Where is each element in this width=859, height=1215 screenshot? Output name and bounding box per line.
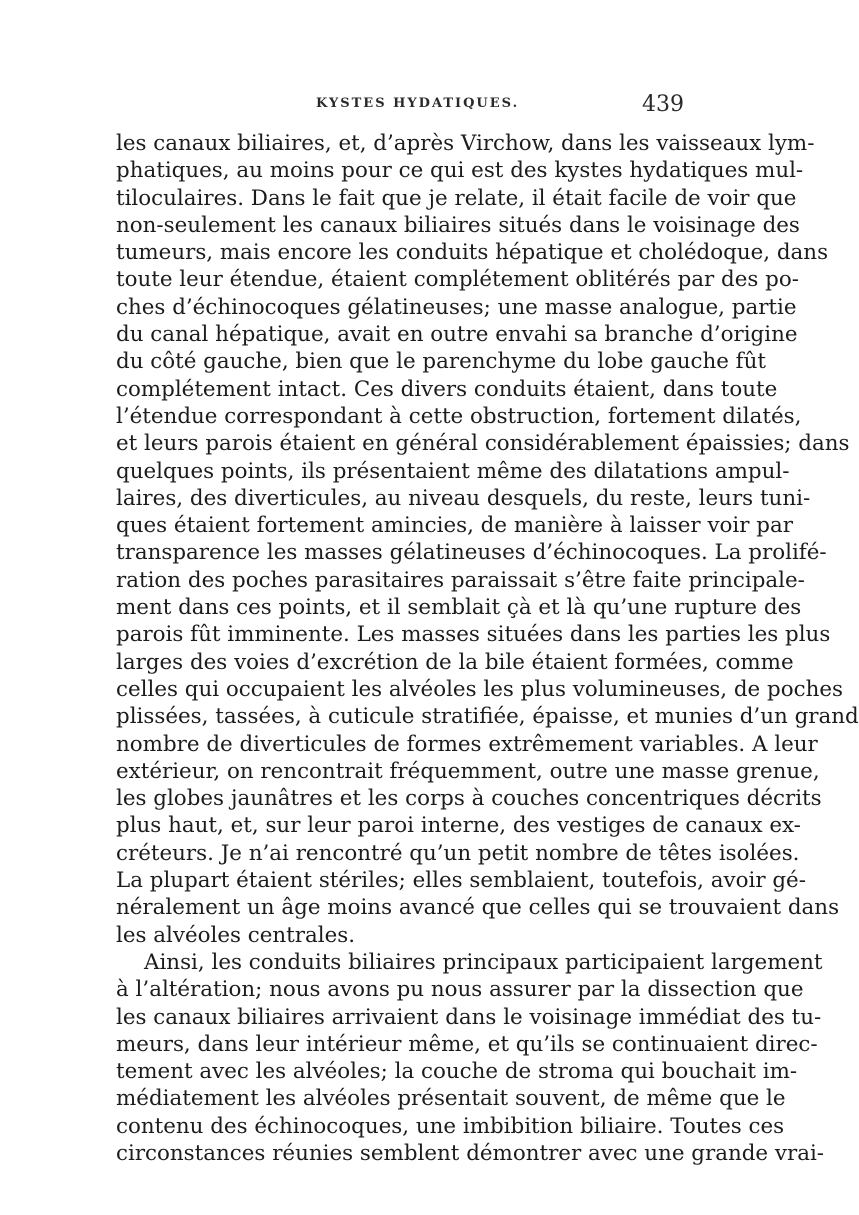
paragraph-first-line: Ainsi, les conduits biliaires principaux participaient largement (144, 949, 823, 975)
text-line: parois fût imminente. Les masses situées dans les parties les plus (116, 622, 831, 648)
text-line: du canal hépatique, avait en outre envahi sa branche d’origine (116, 322, 798, 348)
text-line: transparence les masses gélatineuses d’échinocoques. La prolifé- (116, 540, 827, 566)
text-line: tiloculaires. Dans le fait que je relate, il était facile de voir que (116, 185, 797, 211)
text-line: nombre de diverticules de formes extrêmement variables. A leur (116, 731, 818, 757)
text-line: du côté gauche, bien que le parenchyme du lobe gauche fût (116, 349, 766, 375)
text-line: laires, des diverticules, au niveau desquels, du reste, leurs tuni- (116, 485, 811, 511)
text-line: les globes jaunâtres et les corps à couches concentriques décrits (116, 786, 822, 812)
text-line: ration des poches parasitaires paraissait s’être faite principale- (116, 567, 805, 593)
text-line: les canaux biliaires arrivaient dans le voisinage immédiat des tu- (116, 1004, 822, 1030)
text-line: non-seulement les canaux biliaires situés dans le voisinage des (116, 212, 800, 238)
text-line: meurs, dans leur intérieur même, et qu’ils se continuaient direc- (116, 1031, 818, 1057)
text-line: contenu des échinocoques, une imbibition biliaire. Toutes ces (116, 1113, 785, 1139)
text-line: les canaux biliaires, et, d’après Virchow, dans les vaisseaux lym- (116, 131, 815, 156)
text-line: La plupart étaient stériles; elles semblaient, toutefois, avoir gé- (116, 868, 806, 894)
text-line: tement avec les alvéoles; la couche de stroma qui bouchait im- (116, 1059, 798, 1085)
page-header (116, 92, 684, 122)
paragraph-last-line: les alvéoles centrales. (116, 922, 356, 948)
text-line: plissées, tassées, à cuticule stratifiée, épaisse, et munies d’un grand (116, 704, 859, 730)
text-line: ches d’échinocoques gélatineuses; une masse analogue, partie (116, 294, 797, 320)
running-head: KYSTES HYDATIQUES. (316, 96, 520, 111)
text-line: phatiques, au moins pour ce qui est des kystes hydatiques mul- (116, 158, 804, 184)
text-line: larges des voies d’excrétion de la bile étaient formées, comme (116, 649, 794, 675)
text-line: celles qui occupaient les alvéoles les plus volumineuses, de poches (116, 676, 843, 702)
text-line: ment dans ces points, et il semblait çà et là qu’une rupture des (116, 595, 802, 621)
text-line: néralement un âge moins avancé que celles qui se trouvaient dans (116, 895, 840, 921)
text-line: circonstances réunies semblent démontrer avec une grande vrai- (116, 1140, 825, 1166)
text-line: médiatement les alvéoles présentait souvent, de même que le (116, 1086, 786, 1112)
body-text (116, 130, 859, 1167)
page-number: 439 (642, 92, 684, 117)
text-line: ques étaient fortement amincies, de manière à laisser voir par (116, 513, 793, 539)
text-line: plus haut, et, sur leur paroi interne, des vestiges de canaux ex- (116, 813, 801, 839)
text-line: tumeurs, mais encore les conduits hépatique et cholédoque, dans (116, 240, 829, 266)
text-line: extérieur, on rencontrait fréquemment, outre une masse grenue, (116, 758, 820, 784)
text-line: toute leur étendue, étaient complétement oblitérés par des po- (116, 267, 799, 293)
text-line: l’étendue correspondant à cette obstruction, fortement dilatés, (116, 403, 802, 429)
text-line: complétement intact. Ces divers conduits étaient, dans toute (116, 376, 778, 402)
text-line: quelques points, ils présentaient même des dilatations ampul- (116, 458, 790, 484)
text-line: créteurs. Je n’ai rencontré qu’un petit nombre de têtes isolées. (116, 840, 800, 866)
text-line: à l’altération; nous avons pu nous assurer par la dissection que (116, 977, 804, 1003)
text-line: et leurs parois étaient en général considérablement épaissies; dans (116, 431, 850, 457)
